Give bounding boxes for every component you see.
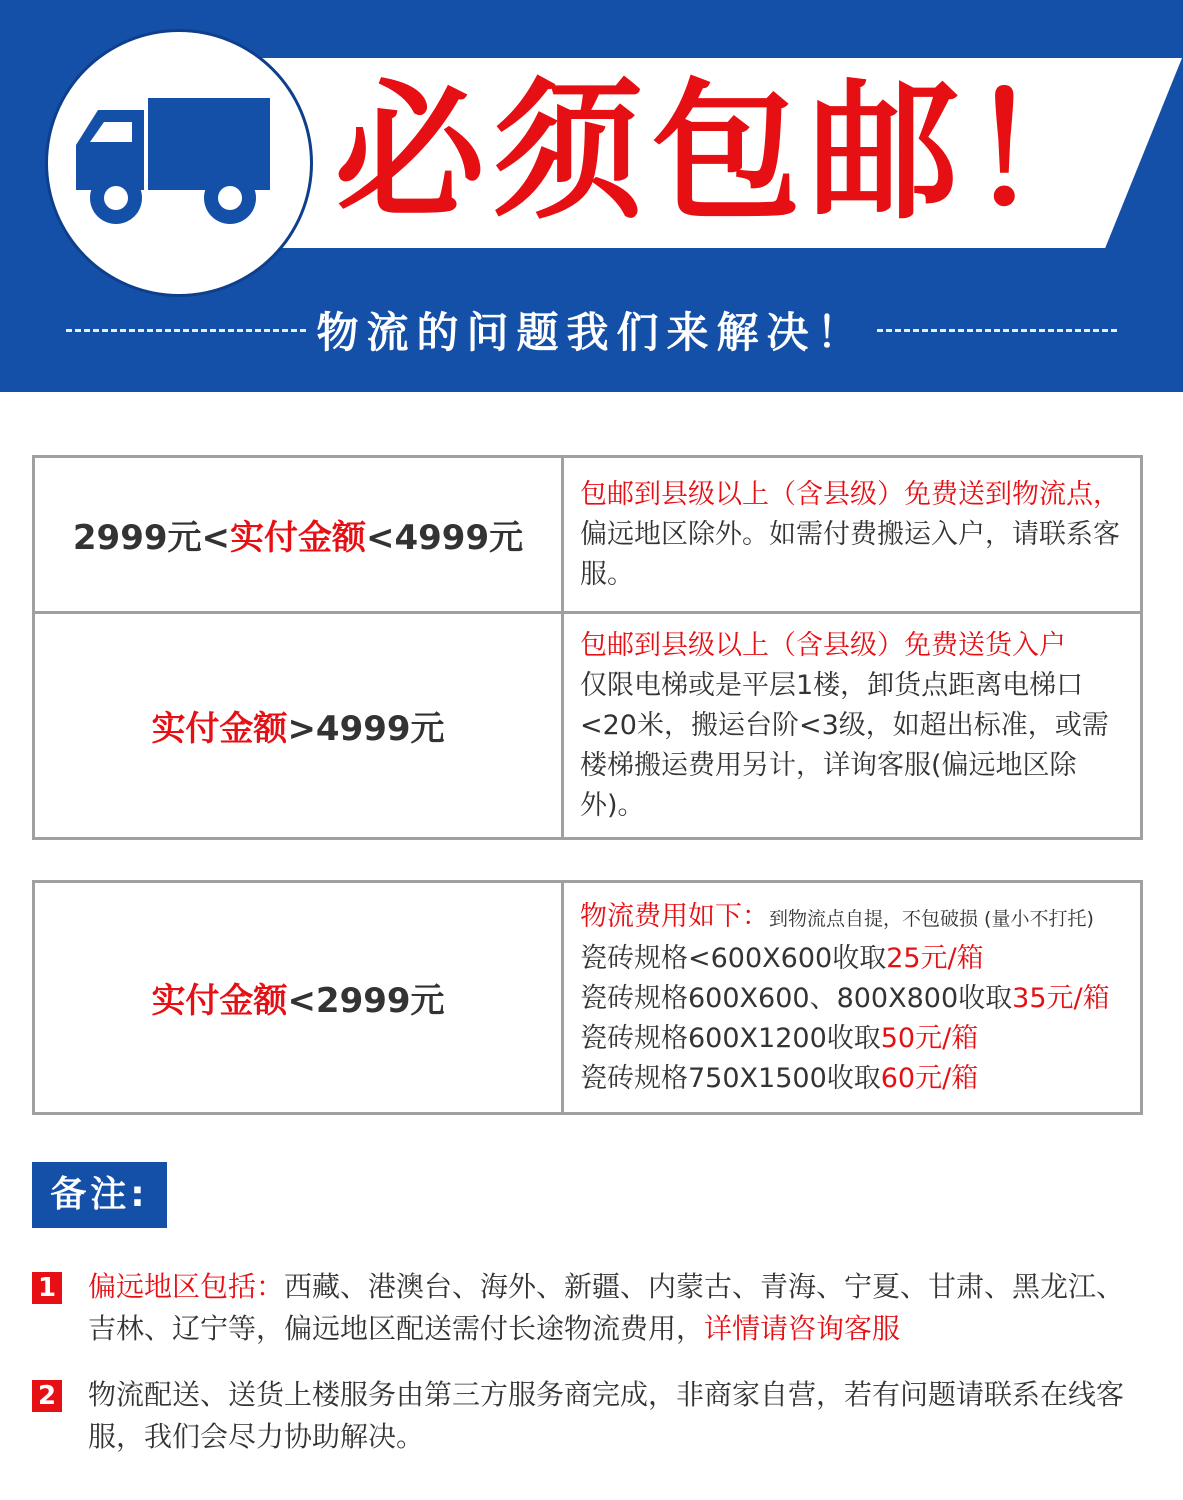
condition-highlight: 实付金额 — [151, 981, 288, 1021]
fee-price: 60元/箱 — [880, 1062, 979, 1094]
headline: 必须包邮！ — [335, 66, 1126, 240]
note-number: 2 — [32, 1380, 62, 1412]
condition-cell — [34, 882, 563, 1114]
table-row — [34, 457, 1142, 613]
note-text: 西藏、港澳台、海外、新疆、内蒙古、青海、宁夏、甘肃、黑龙江、吉林、辽宁等，偏远地区配送需付长途物流费用， — [88, 1270, 1125, 1345]
shipping-table-low — [32, 880, 1143, 1115]
fee-price: 50元/箱 — [880, 1022, 979, 1054]
list-item — [580, 1019, 1130, 1059]
table-row — [34, 882, 1142, 1114]
header-banner — [0, 0, 1183, 392]
note-body — [88, 1266, 1152, 1350]
left-dashed-line — [66, 329, 306, 332]
description-text: 仅限电梯或是平层1楼，卸货点距离电梯口<20米，搬运台阶<3级，如超出标准，或需楼梯搬运费用另计，详询客服(偏远地区除外)。 — [580, 669, 1109, 821]
fee-spec: 瓷砖规格600X1200收取 — [580, 1022, 881, 1054]
note-lead: 偏远地区包括： — [88, 1270, 285, 1303]
fee-spec: 瓷砖规格750X1500收取 — [580, 1062, 881, 1094]
right-dashed-line — [877, 329, 1117, 332]
shipping-table-high — [32, 455, 1143, 840]
notes-label: 备注: — [32, 1162, 167, 1228]
note-item-1 — [32, 1266, 1152, 1350]
fee-cell — [563, 882, 1142, 1114]
subtitle: 物流的问题我们来解决！ — [316, 308, 867, 357]
condition-suffix: <4999元 — [366, 518, 524, 558]
description-text: 偏远地区除外。如需付费搬运入户，请联系客服。 — [580, 518, 1120, 590]
condition-cell — [34, 457, 563, 613]
condition-highlight: 实付金额 — [230, 518, 366, 558]
condition-highlight: 实付金额 — [151, 709, 288, 749]
note-number: 1 — [32, 1272, 62, 1304]
fee-price: 25元/箱 — [886, 942, 984, 974]
list-item — [580, 979, 1130, 1019]
condition-prefix: 2999元< — [72, 518, 230, 558]
description-highlight: 包邮到县级以上（含县级）免费送到物流点， — [580, 478, 1120, 510]
condition-suffix: >4999元 — [287, 709, 445, 749]
truck-icon — [70, 90, 280, 230]
note-body — [88, 1374, 1152, 1458]
note-text: 物流配送、送货上楼服务由第三方服务商完成，非商家自营，若有问题请联系在线客服，我们会尽力协助解决。 — [88, 1378, 1125, 1453]
subtitle-row — [0, 300, 1183, 360]
fee-title: 物流费用如下： — [580, 900, 769, 932]
fee-spec: 瓷砖规格<600X600收取 — [580, 942, 887, 974]
list-item — [580, 939, 1130, 979]
fee-price: 35元/箱 — [1012, 982, 1110, 1014]
description-highlight: 包邮到县级以上（含县级）免费送货入户 — [580, 629, 1066, 661]
description-cell — [563, 457, 1142, 613]
note-contact-link: 详情请咨询客服 — [704, 1312, 901, 1345]
description-cell — [563, 613, 1142, 839]
note-item-2 — [32, 1374, 1152, 1458]
condition-suffix: <2999元 — [287, 981, 445, 1021]
list-item — [580, 1059, 1130, 1099]
fee-note: 到物流点自提，不包破损 (量小不打托) — [769, 907, 1094, 930]
fee-spec: 瓷砖规格600X600、800X800收取 — [580, 982, 1013, 1014]
table-row — [34, 613, 1142, 839]
condition-cell — [34, 613, 563, 839]
fee-header — [580, 897, 1130, 939]
